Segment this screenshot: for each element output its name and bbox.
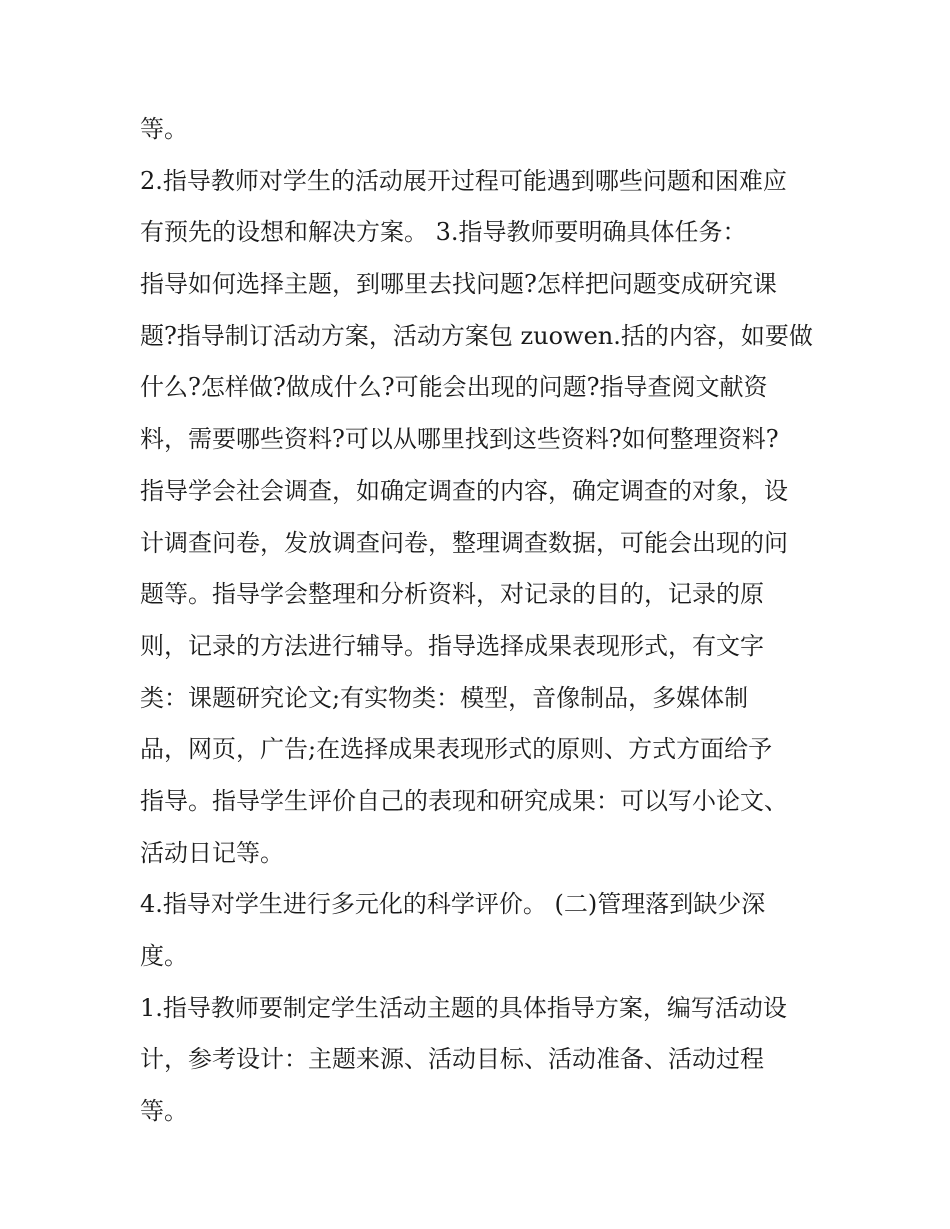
text-line: 1.指导教师要制定学生活动主题的具体指导方案，编写活动设 [140,993,787,1022]
text-line: 则，记录的方法进行辅导。指导选择成果表现形式，有文字 [140,631,764,660]
text-line: 题?指导制订活动方案，活动方案包 zuowen.括的内容，如要做 [140,321,813,350]
text-line: 等。 [140,115,188,143]
document-body [140,104,820,1138]
text-line: 有预先的设想和解决方案。 3.指导教师要明确具体任务： [140,218,747,247]
text-line: 活动日记等。 [140,838,284,867]
text-line: 题等。指导学会整理和分析资料，对记录的目的，记录的原 [140,580,764,609]
text-line: 4.指导对学生进行多元化的科学评价。 (二)管理落到缺少深 [140,890,766,919]
text-line: 等。 [140,1097,188,1126]
text-line: 计，参考设计：主题来源、活动目标、活动准备、活动过程 [140,1045,764,1074]
text-line: 什么?怎样做?做成什么?可能会出现的问题?指导查阅文献资 [140,373,768,402]
text-line: 计调查问卷，发放调查问卷，整理调查数据，可能会出现的问 [140,528,788,557]
text-line: 品，网页，广告;在选择成果表现形式的原则、方式方面给予 [140,735,773,764]
text-line: 指导学会社会调查，如确定调查的内容，确定调查的对象，设 [140,476,788,505]
text-line: 料，需要哪些资料?可以从哪里找到这些资料?如何整理资料? [140,425,779,454]
text-line: 类：课题研究论文;有实物类：模型，音像制品，多媒体制 [140,683,749,712]
text-line: 指导。指导学生评价自己的表现和研究成果：可以写小论文、 [140,786,788,815]
text-line: 度。 [140,942,188,970]
text-line: 2.指导教师对学生的活动展开过程可能遇到哪些问题和困难应 [140,166,787,195]
text-line: 指导如何选择主题，到哪里去找问题?怎样把问题变成研究课 [140,270,777,299]
